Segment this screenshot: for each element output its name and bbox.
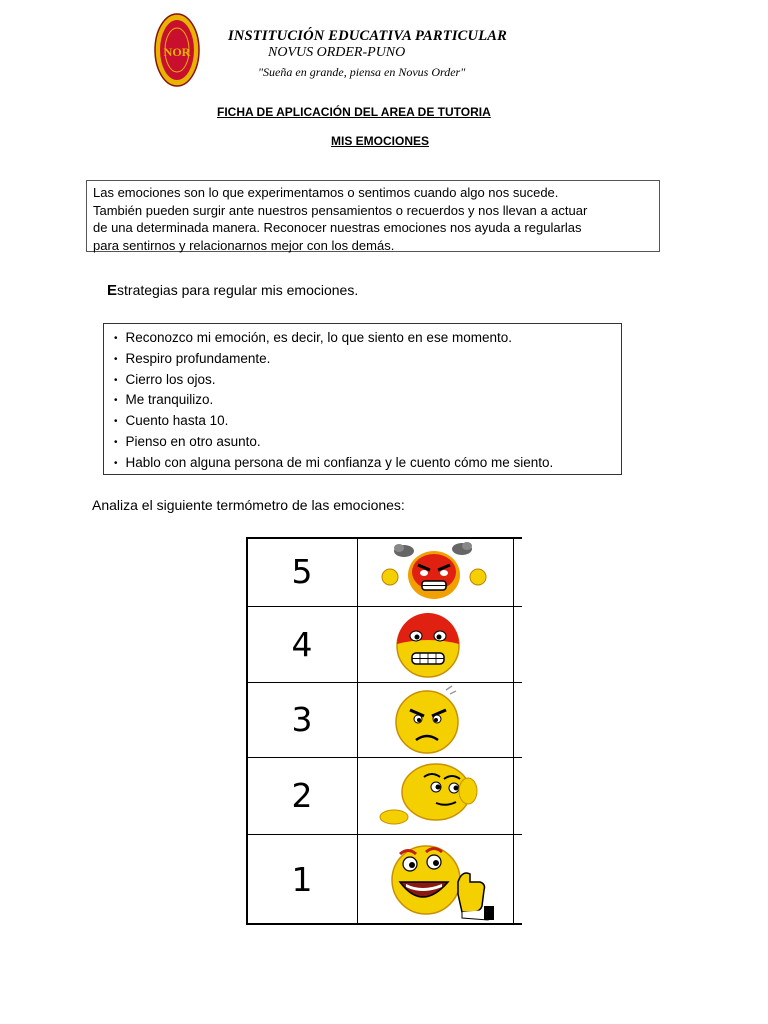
table-column-divider [357,537,358,924]
furious-face-icon [366,537,506,606]
logo-text: NOR [163,45,191,59]
level-number: 4 [291,624,313,664]
definition-line: para sentirnos y relacionarnos mejor con los demás. [93,237,395,253]
strategies-box [103,323,622,475]
annoyed-face-icon [366,682,506,757]
happy-thumbs-up-face-icon [366,834,506,924]
list-item: • Cuento hasta 10. [114,411,613,432]
school-name: NOVUS ORDER-PUNO [268,45,406,60]
thermometer-intro: Analiza el siguiente termómetro de las emociones: [92,497,405,513]
table-row [246,606,522,682]
table-row [246,537,522,606]
list-item: • Reconozco mi emoción, es decir, lo que siento en ese momento. [114,328,613,349]
table-border-left [246,537,248,924]
table-divider [246,834,522,835]
definition-box [86,180,660,252]
table-column-divider [513,537,514,924]
table-row [246,834,522,924]
table-row [246,682,522,757]
list-item: • Cierro los ojos. [114,370,613,391]
table-border-bottom [246,923,522,925]
level-number: 2 [291,776,313,815]
level-number: 3 [291,700,313,739]
strategies-list [114,328,613,474]
list-item: • Me tranquilizo. [114,390,613,411]
definition-line: También pueden surgir ante nuestros pensamientos o recuerdos y nos llevan a actuar [93,202,588,218]
table-divider [246,757,522,758]
table-divider [246,682,522,683]
thinking-face-icon [366,757,506,834]
definition-line: de una determinada manera. Reconocer nuestras emociones nos ayuda a regularlas [93,220,582,235]
list-item: • Respiro profundamente. [114,349,613,370]
page-title: FICHA DE APLICACIÓN DEL AREA DE TUTORIA [217,105,491,119]
institution-title: INSTITUCIÓN EDUCATIVA PARTICULAR [228,28,508,44]
definition-line: Las emociones son lo que experimentamos o sentimos cuando algo nos sucede. [93,185,559,200]
strategies-heading-initial: E [107,282,118,299]
angry-face-icon [366,606,506,682]
school-logo-icon [154,12,200,88]
table-row [246,757,522,834]
table-border-top [246,537,522,539]
strategies-heading-rest: strategias para regular mis emociones. [117,282,359,298]
list-item: • Pienso en otro asunto. [114,432,613,453]
school-motto: "Sueña en grande, piensa en Novus Order" [258,65,466,79]
table-divider [246,606,522,607]
page-subtitle: MIS EMOCIONES [331,134,430,148]
level-number: 1 [291,859,313,899]
list-item: • Hablo con alguna persona de mi confianza y le cuento cómo me siento. [114,453,613,474]
strategies-heading [107,282,358,299]
emotion-thermometer-table [246,537,522,924]
level-number: 5 [291,552,313,591]
